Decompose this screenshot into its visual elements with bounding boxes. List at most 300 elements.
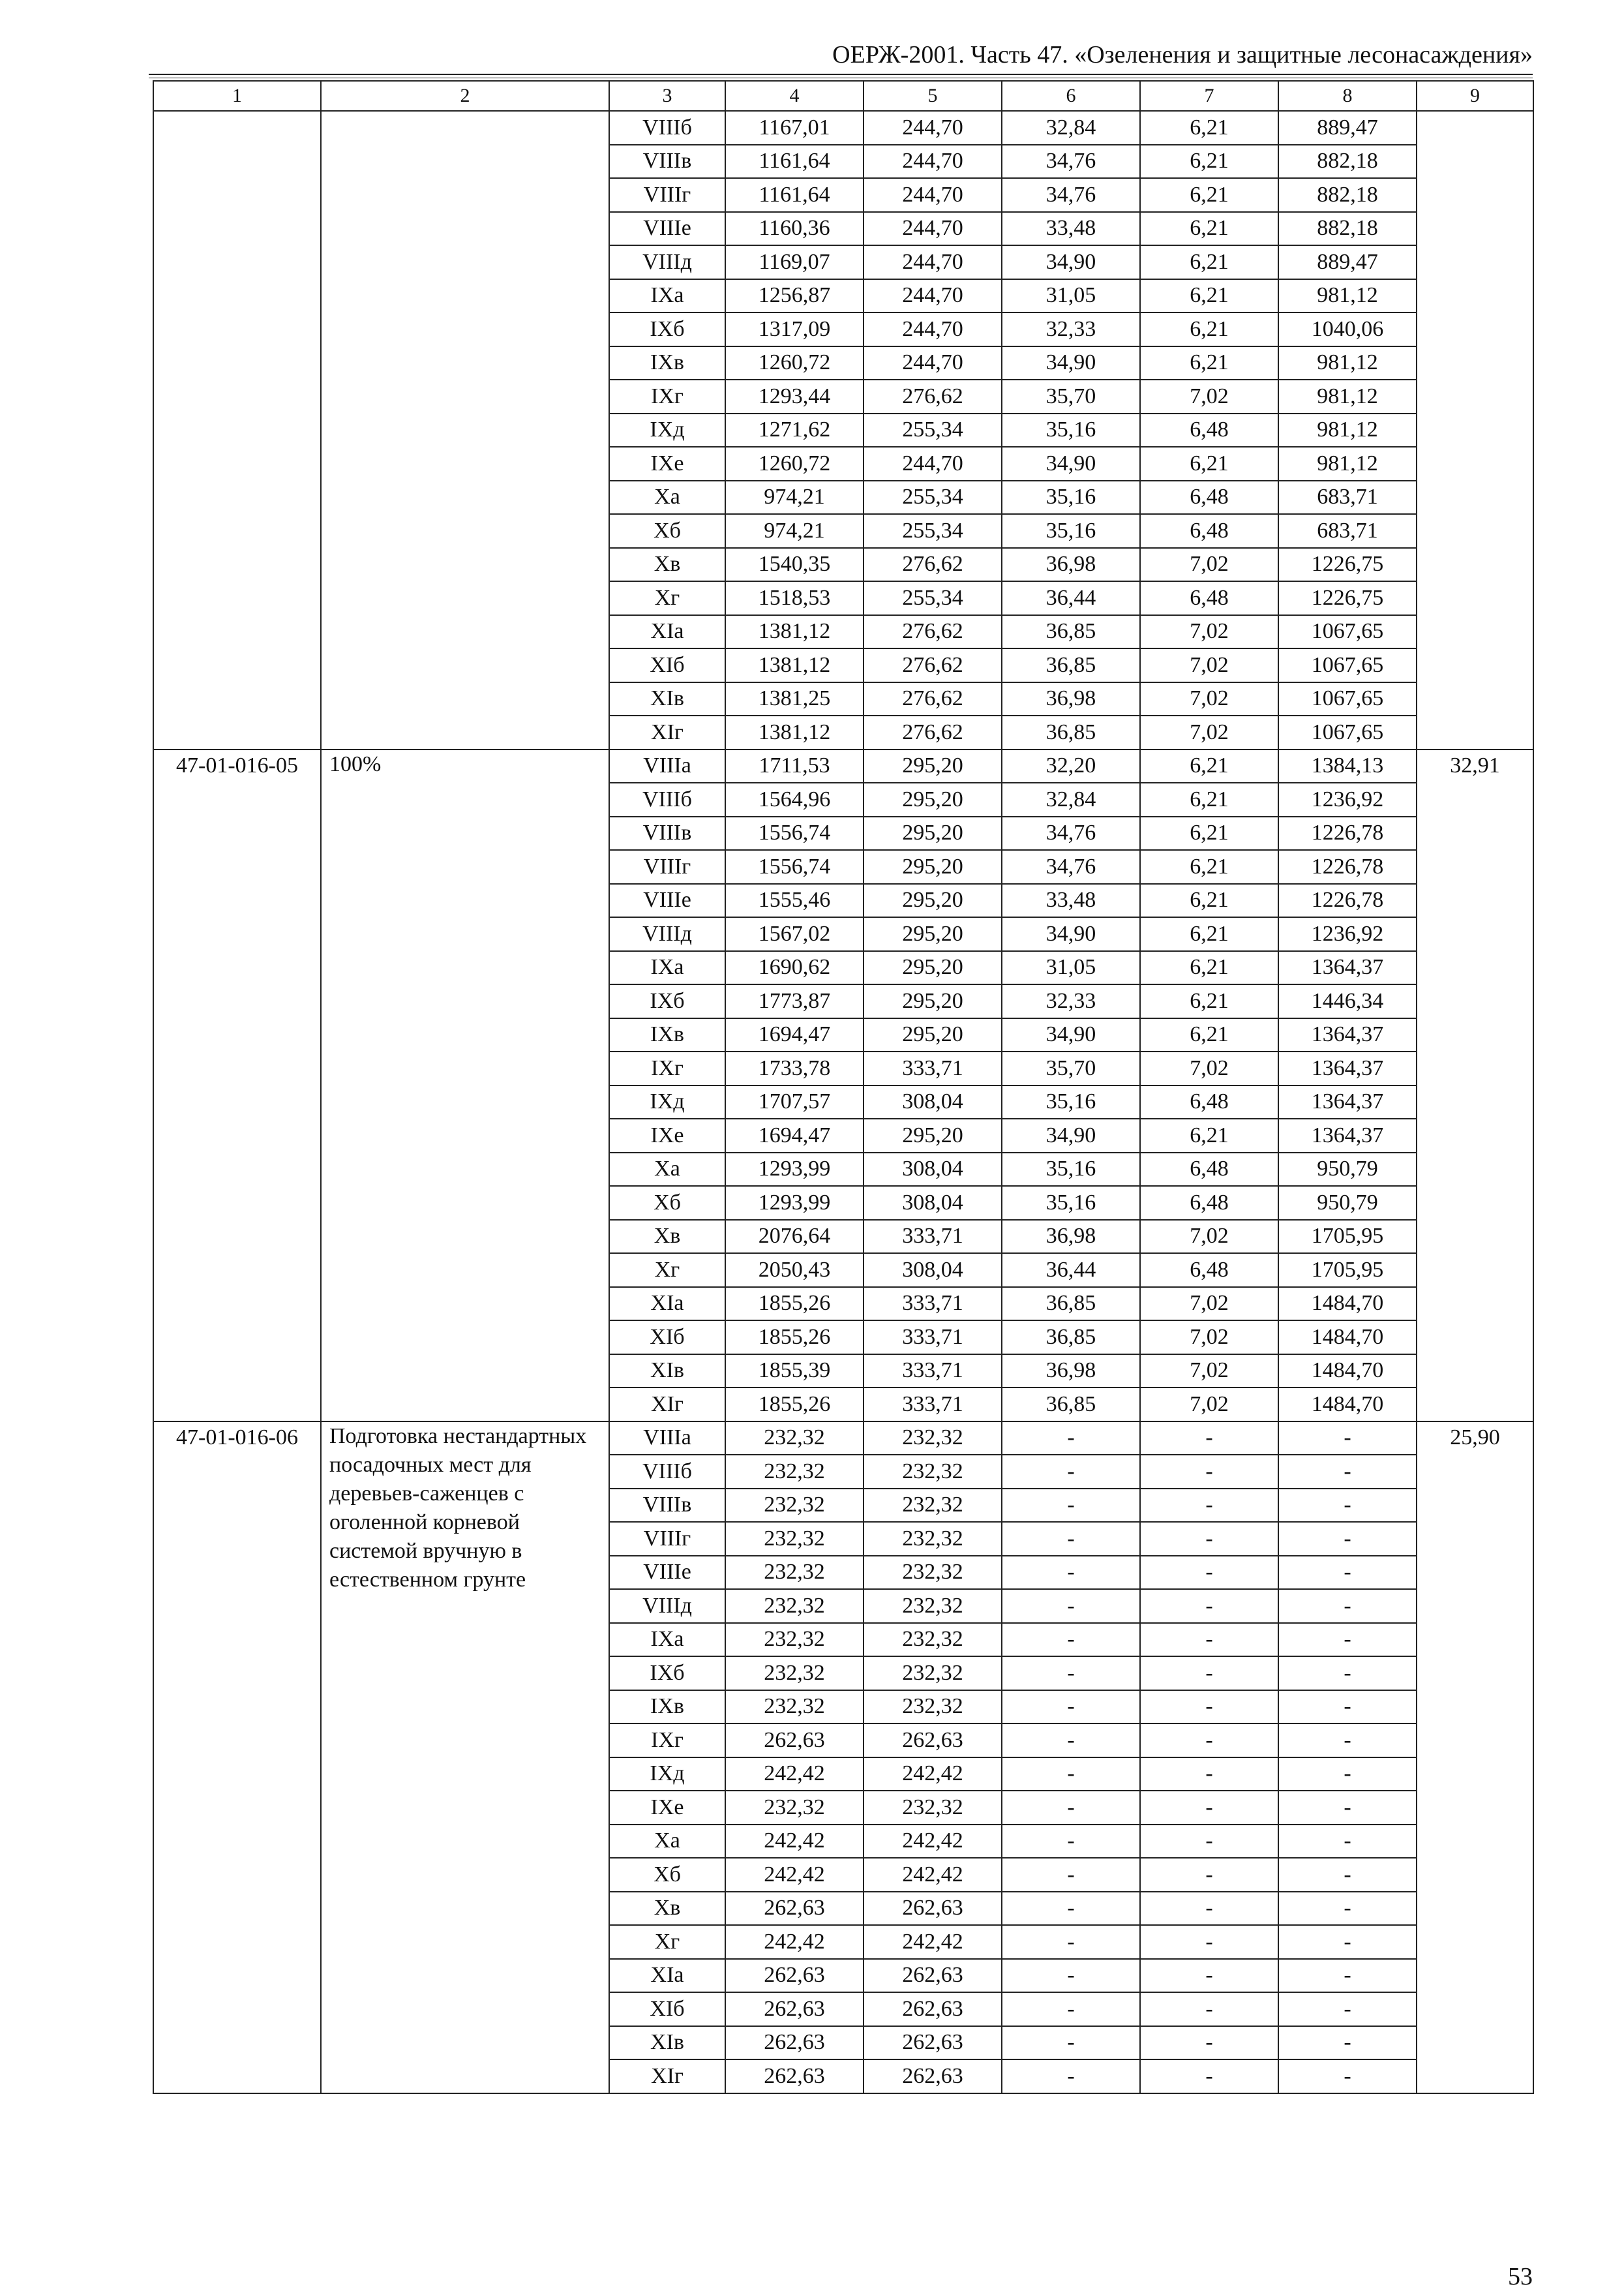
value-cell: 1484,70 — [1278, 1287, 1417, 1321]
zone-cell: IXв — [609, 1690, 725, 1724]
value-cell: 6,21 — [1140, 212, 1278, 246]
value-cell: - — [1278, 1892, 1417, 1926]
zone-cell: XIв — [609, 1354, 725, 1388]
value-cell: 232,32 — [725, 1455, 864, 1489]
value-cell: - — [1002, 1556, 1140, 1590]
page-number: 53 — [1508, 2263, 1533, 2290]
value-cell: 1236,92 — [1278, 783, 1417, 817]
value-cell: - — [1002, 1791, 1140, 1825]
value-cell: 33,48 — [1002, 212, 1140, 246]
value-cell: 6,48 — [1140, 1085, 1278, 1119]
value-cell: - — [1278, 1791, 1417, 1825]
value-cell: 262,63 — [864, 1959, 1002, 1993]
column-header-8: 8 — [1278, 81, 1417, 111]
value-cell: 262,63 — [725, 1959, 864, 1993]
value-cell: 7,02 — [1140, 1052, 1278, 1085]
value-cell: 1169,07 — [725, 245, 864, 279]
value-cell: 1484,70 — [1278, 1320, 1417, 1354]
value-cell: 7,02 — [1140, 548, 1278, 582]
value-cell: 308,04 — [864, 1253, 1002, 1287]
zone-cell: IXд — [609, 1085, 725, 1119]
value-cell: - — [1140, 1925, 1278, 1959]
value-cell: 6,21 — [1140, 984, 1278, 1018]
value-cell: - — [1278, 1489, 1417, 1523]
value-cell: 1518,53 — [725, 581, 864, 615]
value-cell: 1256,87 — [725, 279, 864, 313]
value-cell: 7,02 — [1140, 1287, 1278, 1321]
table-row — [153, 750, 1533, 783]
value-cell: 32,33 — [1002, 984, 1140, 1018]
zone-cell: VIIIе — [609, 884, 725, 918]
value-cell: 1381,12 — [725, 615, 864, 649]
zone-cell: IXг — [609, 1052, 725, 1085]
value-cell: - — [1140, 1723, 1278, 1757]
value-cell: 36,44 — [1002, 581, 1140, 615]
zone-cell: VIIIд — [609, 917, 725, 951]
value-cell: 32,84 — [1002, 783, 1140, 817]
value-cell: 36,85 — [1002, 648, 1140, 682]
zone-cell: Xв — [609, 548, 725, 582]
zone-cell: IXб — [609, 984, 725, 1018]
value-cell: - — [1278, 1421, 1417, 1455]
value-cell: 276,62 — [864, 380, 1002, 414]
value-cell: 6,21 — [1140, 245, 1278, 279]
value-cell: 36,98 — [1002, 548, 1140, 582]
value-cell: 308,04 — [864, 1186, 1002, 1220]
value-cell: 262,63 — [864, 1892, 1002, 1926]
value-cell: 295,20 — [864, 917, 1002, 951]
zone-cell: IXб — [609, 1656, 725, 1690]
value-cell: 1564,96 — [725, 783, 864, 817]
value-cell: 276,62 — [864, 615, 1002, 649]
value-cell: - — [1140, 1656, 1278, 1690]
value-cell: 232,32 — [864, 1623, 1002, 1657]
value-cell: 6,21 — [1140, 850, 1278, 884]
value-cell: 1260,72 — [725, 447, 864, 481]
table-row — [153, 1421, 1533, 1455]
value-cell: - — [1002, 1455, 1140, 1489]
value-cell: 6,21 — [1140, 346, 1278, 380]
value-cell: 889,47 — [1278, 245, 1417, 279]
value-cell: - — [1002, 1489, 1140, 1523]
value-cell: 333,71 — [864, 1220, 1002, 1254]
zone-cell: XIб — [609, 1320, 725, 1354]
value-cell: - — [1140, 1421, 1278, 1455]
value-cell: 6,48 — [1140, 1253, 1278, 1287]
value-cell: 7,02 — [1140, 1388, 1278, 1421]
zone-cell: XIг — [609, 1388, 725, 1421]
value-cell: - — [1278, 2026, 1417, 2060]
value-cell: 882,18 — [1278, 145, 1417, 179]
value-cell: 232,32 — [864, 1556, 1002, 1590]
value-cell: - — [1002, 1825, 1140, 1859]
value-cell: 6,48 — [1140, 481, 1278, 515]
value-cell: 262,63 — [864, 2026, 1002, 2060]
value-cell: - — [1140, 1959, 1278, 1993]
value-cell: 34,76 — [1002, 817, 1140, 851]
value-cell: - — [1140, 1455, 1278, 1489]
value-cell: 232,32 — [864, 1589, 1002, 1623]
value-cell: 1040,06 — [1278, 312, 1417, 346]
value-cell: 36,85 — [1002, 716, 1140, 750]
value-cell: - — [1140, 1522, 1278, 1556]
value-cell: - — [1278, 1992, 1417, 2026]
value-cell: 1381,12 — [725, 648, 864, 682]
value-cell: 244,70 — [864, 245, 1002, 279]
value-cell: 1381,12 — [725, 716, 864, 750]
value-cell: 242,42 — [864, 1757, 1002, 1791]
column-9-value — [1417, 111, 1533, 750]
value-cell: 6,21 — [1140, 1018, 1278, 1052]
value-cell: 1694,47 — [725, 1119, 864, 1153]
value-cell: 242,42 — [725, 1825, 864, 1859]
value-cell: 295,20 — [864, 1018, 1002, 1052]
value-cell: - — [1002, 2026, 1140, 2060]
value-cell: - — [1278, 1589, 1417, 1623]
zone-cell: XIб — [609, 648, 725, 682]
column-header-9: 9 — [1417, 81, 1533, 111]
value-cell: 7,02 — [1140, 1220, 1278, 1254]
value-cell: 242,42 — [864, 1825, 1002, 1859]
column-header-4: 4 — [725, 81, 864, 111]
zone-cell: Xа — [609, 1153, 725, 1187]
norms-table — [153, 80, 1534, 2094]
value-cell: 1226,78 — [1278, 884, 1417, 918]
value-cell: - — [1002, 1723, 1140, 1757]
zone-cell: IXа — [609, 1623, 725, 1657]
value-cell: - — [1002, 1522, 1140, 1556]
value-cell: - — [1002, 1656, 1140, 1690]
zone-cell: VIIIб — [609, 111, 725, 145]
value-cell: 262,63 — [864, 1992, 1002, 2026]
value-cell: 333,71 — [864, 1388, 1002, 1421]
value-cell: 1705,95 — [1278, 1253, 1417, 1287]
value-cell: - — [1140, 1992, 1278, 2026]
value-cell: 232,32 — [864, 1656, 1002, 1690]
value-cell: - — [1002, 1892, 1140, 1926]
value-cell: 1226,78 — [1278, 817, 1417, 851]
column-header-7: 7 — [1140, 81, 1278, 111]
value-cell: 1293,99 — [725, 1186, 864, 1220]
value-cell: - — [1278, 1925, 1417, 1959]
value-cell: 295,20 — [864, 984, 1002, 1018]
value-cell: 276,62 — [864, 648, 1002, 682]
value-cell: 244,70 — [864, 447, 1002, 481]
value-cell: - — [1278, 1825, 1417, 1859]
value-cell: - — [1140, 1690, 1278, 1724]
value-cell: 6,21 — [1140, 817, 1278, 851]
value-cell: 7,02 — [1140, 615, 1278, 649]
value-cell: 232,32 — [725, 1656, 864, 1690]
value-cell: 1694,47 — [725, 1018, 864, 1052]
zone-cell: IXе — [609, 1119, 725, 1153]
value-cell: 7,02 — [1140, 380, 1278, 414]
value-cell: 36,98 — [1002, 1354, 1140, 1388]
value-cell: 244,70 — [864, 111, 1002, 145]
value-cell: 232,32 — [725, 1589, 864, 1623]
zone-cell: VIIIб — [609, 783, 725, 817]
value-cell: 32,84 — [1002, 111, 1140, 145]
value-cell: 232,32 — [725, 1522, 864, 1556]
zone-cell: VIIIд — [609, 1589, 725, 1623]
norm-description: 100% — [321, 750, 609, 1421]
zone-cell: XIа — [609, 1959, 725, 1993]
value-cell: 1855,26 — [725, 1388, 864, 1421]
zone-cell: Xв — [609, 1892, 725, 1926]
value-cell: 974,21 — [725, 514, 864, 548]
value-cell: - — [1140, 2026, 1278, 2060]
value-cell: - — [1002, 2059, 1140, 2093]
zone-cell: VIIIг — [609, 850, 725, 884]
value-cell: 1161,64 — [725, 178, 864, 212]
value-cell: 232,32 — [864, 1489, 1002, 1523]
zone-cell: XIб — [609, 1992, 725, 2026]
zone-cell: XIа — [609, 615, 725, 649]
zone-cell: VIIIв — [609, 145, 725, 179]
value-cell: 262,63 — [725, 1892, 864, 1926]
value-cell: 950,79 — [1278, 1153, 1417, 1187]
value-cell: 1381,25 — [725, 682, 864, 716]
value-cell: 35,16 — [1002, 481, 1140, 515]
column-number-row — [153, 81, 1533, 111]
value-cell: 31,05 — [1002, 951, 1140, 985]
value-cell: 683,71 — [1278, 481, 1417, 515]
zone-cell: IXе — [609, 447, 725, 481]
value-cell: 244,70 — [864, 178, 1002, 212]
zone-cell: Xа — [609, 1825, 725, 1859]
value-cell: 34,90 — [1002, 1119, 1140, 1153]
value-cell: 7,02 — [1140, 682, 1278, 716]
value-cell: 2076,64 — [725, 1220, 864, 1254]
value-cell: 36,85 — [1002, 615, 1140, 649]
column-header-6: 6 — [1002, 81, 1140, 111]
value-cell: - — [1140, 1589, 1278, 1623]
value-cell: 35,16 — [1002, 1186, 1140, 1220]
value-cell: 6,21 — [1140, 111, 1278, 145]
value-cell: - — [1278, 1455, 1417, 1489]
value-cell: 6,21 — [1140, 279, 1278, 313]
value-cell: 882,18 — [1278, 178, 1417, 212]
value-cell: 232,32 — [864, 1455, 1002, 1489]
value-cell: 244,70 — [864, 279, 1002, 313]
value-cell: 1556,74 — [725, 817, 864, 851]
value-cell: 36,98 — [1002, 682, 1140, 716]
value-cell: 1484,70 — [1278, 1388, 1417, 1421]
zone-cell: IXа — [609, 279, 725, 313]
value-cell: 34,76 — [1002, 178, 1140, 212]
value-cell: 232,32 — [864, 1690, 1002, 1724]
value-cell: 232,32 — [864, 1522, 1002, 1556]
value-cell: 1446,34 — [1278, 984, 1417, 1018]
value-cell: 1711,53 — [725, 750, 864, 783]
value-cell: 1556,74 — [725, 850, 864, 884]
value-cell: 35,16 — [1002, 1085, 1140, 1119]
value-cell: 308,04 — [864, 1085, 1002, 1119]
value-cell: 295,20 — [864, 884, 1002, 918]
column-header-5: 5 — [864, 81, 1002, 111]
value-cell: 34,90 — [1002, 917, 1140, 951]
value-cell: 981,12 — [1278, 279, 1417, 313]
value-cell: 232,32 — [864, 1421, 1002, 1455]
value-cell: 683,71 — [1278, 514, 1417, 548]
value-cell: 6,21 — [1140, 951, 1278, 985]
value-cell: 244,70 — [864, 346, 1002, 380]
value-cell: 333,71 — [864, 1052, 1002, 1085]
value-cell: 889,47 — [1278, 111, 1417, 145]
value-cell: 34,76 — [1002, 145, 1140, 179]
value-cell: 308,04 — [864, 1153, 1002, 1187]
value-cell: 1855,26 — [725, 1287, 864, 1321]
value-cell: 1364,37 — [1278, 1119, 1417, 1153]
value-cell: 6,21 — [1140, 783, 1278, 817]
value-cell: 7,02 — [1140, 716, 1278, 750]
value-cell: - — [1002, 1757, 1140, 1791]
value-cell: 262,63 — [864, 2059, 1002, 2093]
value-cell: - — [1140, 1623, 1278, 1657]
value-cell: 1855,39 — [725, 1354, 864, 1388]
value-cell: 1567,02 — [725, 917, 864, 951]
value-cell: 981,12 — [1278, 346, 1417, 380]
value-cell: 6,21 — [1140, 178, 1278, 212]
value-cell: 34,76 — [1002, 850, 1140, 884]
zone-cell: XIг — [609, 2059, 725, 2093]
value-cell: - — [1278, 1556, 1417, 1590]
value-cell: 1855,26 — [725, 1320, 864, 1354]
value-cell: 262,63 — [725, 1723, 864, 1757]
value-cell: - — [1140, 2059, 1278, 2093]
value-cell: 6,48 — [1140, 581, 1278, 615]
zone-cell: VIIIв — [609, 1489, 725, 1523]
value-cell: 1317,09 — [725, 312, 864, 346]
value-cell: 262,63 — [725, 1992, 864, 2026]
value-cell: 1067,65 — [1278, 615, 1417, 649]
value-cell: 1540,35 — [725, 548, 864, 582]
value-cell: - — [1278, 1623, 1417, 1657]
zone-cell: VIIIб — [609, 1455, 725, 1489]
value-cell: 276,62 — [864, 548, 1002, 582]
zone-cell: IXв — [609, 1018, 725, 1052]
value-cell: 36,44 — [1002, 1253, 1140, 1287]
value-cell: 333,71 — [864, 1354, 1002, 1388]
value-cell: 255,34 — [864, 414, 1002, 448]
value-cell: - — [1278, 1723, 1417, 1757]
value-cell: 244,70 — [864, 145, 1002, 179]
value-cell: 242,42 — [725, 1858, 864, 1892]
value-cell: 1293,99 — [725, 1153, 864, 1187]
value-cell: 882,18 — [1278, 212, 1417, 246]
value-cell: 1160,36 — [725, 212, 864, 246]
value-cell: 244,70 — [864, 212, 1002, 246]
value-cell: 1707,57 — [725, 1085, 864, 1119]
value-cell: - — [1140, 1757, 1278, 1791]
value-cell: 35,16 — [1002, 1153, 1140, 1187]
zone-cell: Xг — [609, 581, 725, 615]
value-cell: - — [1278, 2059, 1417, 2093]
value-cell: 295,20 — [864, 817, 1002, 851]
zone-cell: VIIIв — [609, 817, 725, 851]
zone-cell: VIIIг — [609, 178, 725, 212]
value-cell: 6,21 — [1140, 884, 1278, 918]
value-cell: 6,21 — [1140, 917, 1278, 951]
value-cell: 34,90 — [1002, 447, 1140, 481]
value-cell: 1690,62 — [725, 951, 864, 985]
zone-cell: XIв — [609, 682, 725, 716]
value-cell: 35,16 — [1002, 414, 1140, 448]
column-9-value: 25,90 — [1417, 1421, 1533, 2093]
value-cell: - — [1278, 1656, 1417, 1690]
value-cell: 35,16 — [1002, 514, 1140, 548]
value-cell: 1705,95 — [1278, 1220, 1417, 1254]
header-divider — [149, 74, 1533, 75]
value-cell: 295,20 — [864, 750, 1002, 783]
zone-cell: VIIIг — [609, 1522, 725, 1556]
value-cell: 36,85 — [1002, 1287, 1140, 1321]
zone-cell: IXг — [609, 1723, 725, 1757]
zone-cell: Xв — [609, 1220, 725, 1254]
value-cell: 232,32 — [725, 1690, 864, 1724]
value-cell: 242,42 — [725, 1925, 864, 1959]
column-header-1: 1 — [153, 81, 321, 111]
value-cell: 1067,65 — [1278, 716, 1417, 750]
zone-cell: IXб — [609, 312, 725, 346]
zone-cell: XIа — [609, 1287, 725, 1321]
zone-cell: XIв — [609, 2026, 725, 2060]
column-header-2: 2 — [321, 81, 609, 111]
value-cell: 295,20 — [864, 1119, 1002, 1153]
value-cell: 6,48 — [1140, 414, 1278, 448]
zone-cell: Xб — [609, 1858, 725, 1892]
value-cell: 34,90 — [1002, 346, 1140, 380]
value-cell: 1226,75 — [1278, 548, 1417, 582]
value-cell: 232,32 — [864, 1791, 1002, 1825]
value-cell: 1260,72 — [725, 346, 864, 380]
value-cell: - — [1002, 1589, 1140, 1623]
zone-cell: IXа — [609, 951, 725, 985]
value-cell: 295,20 — [864, 783, 1002, 817]
value-cell: 1226,75 — [1278, 581, 1417, 615]
value-cell: 7,02 — [1140, 1354, 1278, 1388]
value-cell: 255,34 — [864, 514, 1002, 548]
value-cell: 1067,65 — [1278, 682, 1417, 716]
column-header-3: 3 — [609, 81, 725, 111]
zone-cell: Xб — [609, 1186, 725, 1220]
value-cell: 1236,92 — [1278, 917, 1417, 951]
zone-cell: IXд — [609, 1757, 725, 1791]
value-cell: - — [1278, 1959, 1417, 1993]
value-cell: 276,62 — [864, 682, 1002, 716]
value-cell: 1271,62 — [725, 414, 864, 448]
value-cell: 1733,78 — [725, 1052, 864, 1085]
zone-cell: Xг — [609, 1925, 725, 1959]
norm-code: 47-01-016-06 — [153, 1421, 321, 2093]
value-cell: 950,79 — [1278, 1186, 1417, 1220]
value-cell: - — [1002, 1690, 1140, 1724]
value-cell: 1384,13 — [1278, 750, 1417, 783]
value-cell: - — [1002, 1992, 1140, 2026]
value-cell: 33,48 — [1002, 884, 1140, 918]
zone-cell: VIIIе — [609, 212, 725, 246]
value-cell: 276,62 — [864, 716, 1002, 750]
value-cell: 333,71 — [864, 1320, 1002, 1354]
norm-code — [153, 111, 321, 750]
value-cell: 262,63 — [725, 2059, 864, 2093]
value-cell: 36,85 — [1002, 1320, 1140, 1354]
zone-cell: IXг — [609, 380, 725, 414]
value-cell: - — [1140, 1489, 1278, 1523]
value-cell: 1555,46 — [725, 884, 864, 918]
value-cell: - — [1140, 1825, 1278, 1859]
value-cell: - — [1002, 1959, 1140, 1993]
